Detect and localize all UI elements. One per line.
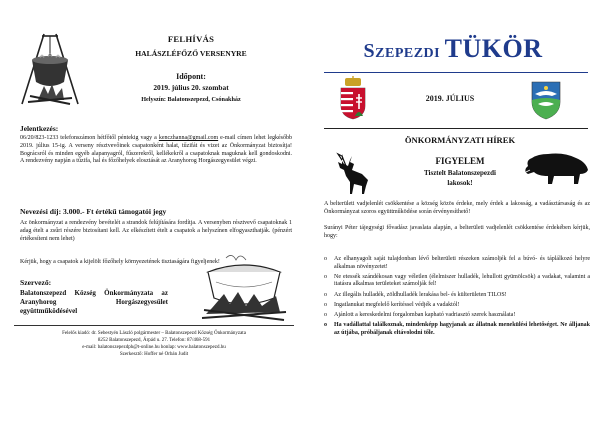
hungary-coat-of-arms-icon xyxy=(338,76,368,120)
masthead xyxy=(318,34,588,64)
list-item: o Ingatlanukat megfelelő kerítéssel védjék a vadaktól! xyxy=(324,302,590,310)
apply-phone-text: 06/20/823-1233 telefonszámon hétfőtől péntekig vagy a xyxy=(20,135,157,141)
notice-subtitle-1: Tisztelt Balatonszepezdi xyxy=(423,169,496,177)
footer-contact: e-mail: balatonszepezdph@t-online.hu honlap: www.balatonszepezd.hu xyxy=(82,345,226,350)
venue-text: Helyszín: Balatonszepezd, Csónakház xyxy=(141,96,241,103)
call-title: FELHÍVÁS xyxy=(167,34,215,44)
notice-title: FIGYELEM xyxy=(435,156,485,166)
intro-paragraph-2: Surányi Péter tájegységi fővadász javaslata alapján, a belterületi vadjelenlét csökkentése érdekében kérjük, hogy: xyxy=(324,225,590,239)
list-item: o Az elhanyagolt saját tulajdonban lévő belterületi részeken számoljék fel a búvó- és táplálkozó helyre alkalmas növényzetet! xyxy=(324,256,590,271)
footer-publisher: Felelős kiadó: dr. Sebestyén László polgármester – Balatonszepezd Község Önkormányzata xyxy=(62,331,246,336)
call-subtitle: HALÁSZLÉFŐZŐ VERSENYRE xyxy=(135,49,247,58)
issue-date: 2019. JÚLIUS xyxy=(425,94,475,103)
cauldron-fire-illustration xyxy=(14,30,86,106)
notice-subtitle-2: lakosok! xyxy=(447,179,473,187)
masthead-rule xyxy=(324,72,588,73)
apply-email-link[interactable]: kenczhanna@gmail.com xyxy=(158,135,219,141)
masthead-word-1: Szepezdi xyxy=(363,40,441,62)
apply-heading: Jelentkezés: xyxy=(20,124,59,133)
fee-text-block xyxy=(20,220,292,243)
rules-text: A verseny résztvevőinek csapatonként halat, tűzifát és vizet az Önkormányzat biztosítja! Bográcsról és minden egyéb alapanyagról, fűszerekről, kellékekről a csapatoknak maguknak kell gondoskodni. xyxy=(20,142,292,157)
apply-deadline-text: e-mail címen lehet legkésőbb 2019. július 15-ig. xyxy=(20,135,293,149)
apply-text xyxy=(20,135,292,166)
organizer-text: Balatonszepezd Község Önkormányzata az Aranyhorog Horgászegyesület együttműködésével xyxy=(20,289,168,315)
date-label: Időpont: xyxy=(176,72,206,81)
footer-divider xyxy=(14,325,294,326)
list-item: o Az illegális hulladék, zöldhulladék lerakása bel- és külterületen TILOS! xyxy=(324,292,590,300)
masthead-word-2: TÜKÖR xyxy=(444,34,543,63)
recommendation-list xyxy=(324,256,590,340)
section-heading: ÖNKORMÁNYZATI HÍREK xyxy=(404,135,516,145)
rules-text-2: A rendezvény napján a tűzifa, hal és főzőhelyek elosztását az Aranyhorog Horgászegyesület végzi. xyxy=(20,158,257,165)
list-item: o Ha vadállattal találkoznak, mindenképp hagyjanak az állatnak menekülési lehetőséget. Ne álljanak az útjába, próbáljanak eltávolodni tőle. xyxy=(324,322,590,337)
list-item: o Ne etessék szándékosan vagy véletlen (élelmiszer hulladék, lehullott gyümölcsök) a vadakat, valamint a itatásra alkalmas területeket számolják fel! xyxy=(324,274,590,289)
intro-paragraph: A belterületi vadjelenlét csökkentése a község közös érdeke, mely érdek a lakosság, a vadásztársaság és az Önkormányzat szoros együttműködése során érvényesíthető! xyxy=(324,201,590,215)
footer-editor: Szerkesztő: Hoffer né Orbán Judit xyxy=(119,352,189,357)
fee-heading: Nevezési díj: 3.000.- Ft értékű támogatói jegy xyxy=(20,207,167,216)
cooking-pot-illustration xyxy=(196,252,292,324)
organizer-heading: Szervező: xyxy=(20,278,52,287)
section-rule xyxy=(324,128,588,129)
footer-address: 8252 Balatonszepezd, Árpád u. 27. Telefon: 87/468-591 xyxy=(97,338,211,343)
list-item: o Ajánlott a kereskedelmi forgalomban kapható vadriasztó szerek használata! xyxy=(324,312,590,320)
date-value: 2019. július 20. szombat xyxy=(153,83,229,92)
fee-text: Az önkormányzat a rendezvény bevételét a strandok felújítására fordítja. A versenyben résztvevő csapatoknak 1 adag ételt a zsűri részére biztosítani kell. Az elkészített ételt a csapatok a helyszínen elfogyaszthatják. (pénzért értékesíteni nem lehet) xyxy=(20,220,292,242)
village-coat-of-arms-icon xyxy=(530,80,562,120)
fee-text-2: Kérjük, hogy a csapatok a kijelölt főzőhely környezetének tisztaságára figyeljenek! xyxy=(20,259,220,265)
deer-silhouette-icon xyxy=(332,152,374,196)
right-page xyxy=(300,0,600,424)
